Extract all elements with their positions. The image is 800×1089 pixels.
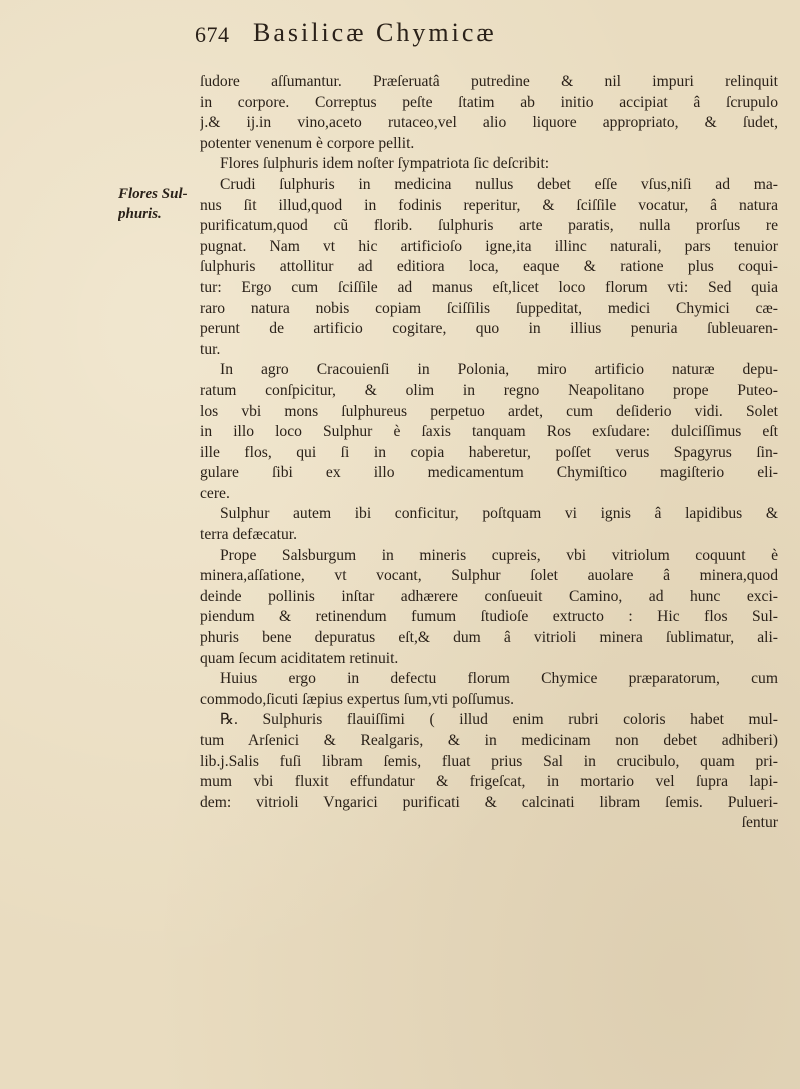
text-line: potenter venenum è corpore pellit. bbox=[200, 134, 415, 152]
text-line: in corpore. Correptus peſte ſtatim ab initio accipiat â ſcrupulo bbox=[200, 93, 778, 111]
text-line: Sulphur autem ibi conficitur, poſtquam vi ignis â lapidibus & bbox=[220, 505, 778, 523]
text-line: purificatum,quod cũ florib. ſulphuris arte paratis, nulla prorſus re bbox=[200, 217, 778, 235]
text-line: minera,aſſatione, vt vocant, Sulphur ſolet auolare â minera,quod bbox=[200, 567, 778, 585]
margin-note bbox=[118, 184, 198, 224]
text-line: in illo loco Sulphur è ſaxis tanquam Ros exſudare: dulciſſimus eſt bbox=[200, 423, 778, 441]
text-line: Huius ergo in defectu florum Chymice præparatorum, cum bbox=[220, 670, 778, 688]
text-line: ratum conſpicitur, & olim in regno Neapolitano prope Puteo- bbox=[200, 381, 778, 399]
margin-note-line: Flores Sul- bbox=[118, 186, 188, 202]
text-line: cere. bbox=[200, 484, 230, 502]
text-line: Crudi ſulphuris in medicina nullus debet eſſe vſus,niſi ad ma- bbox=[220, 175, 778, 193]
page-header bbox=[195, 18, 755, 58]
text-line: Prope Salsburgum in mineris cupreis, vbi vitriolum coquunt è bbox=[220, 546, 778, 564]
text-line: los vbi mons ſulphureus perpetuo ardet, cum deſiderio vidi. Solet bbox=[200, 402, 778, 420]
text-line: perunt de artificio cogitare, quo in illius penuria ſubleuaren- bbox=[200, 320, 778, 338]
text-line: nus ſit illud,quod in fodinis reperitur, & ſciſſile vocatur, â natura bbox=[200, 196, 778, 214]
text-line: tur. bbox=[200, 340, 221, 358]
text-line: ſentur bbox=[741, 814, 778, 832]
text-line: ille flos, qui ſi in copia haberetur, poſſet verus Spagyrus ſin- bbox=[200, 443, 778, 461]
text-line: In agro Cracouienſi in Polonia, miro artificio naturæ depu- bbox=[220, 361, 778, 379]
text-line: dem: vitrioli Vngarici purificati & calcinati libram ſemis. Pulueri- bbox=[200, 793, 778, 811]
running-head: Basilicæ Chymicæ bbox=[253, 18, 497, 47]
text-line: terra defæcatur. bbox=[200, 526, 297, 544]
text-line: phuris bene depuratus eſt,& dum â vitrioli minera ſublimatur, ali- bbox=[200, 629, 778, 647]
text-line: tum Arſenici & Realgaris, & in medicinam non debet adhiberi) bbox=[200, 732, 778, 749]
text-line: piendum & retinendum fumum ſtudioſe extructo : Hic flos Sul- bbox=[200, 608, 778, 626]
text-line: pugnat. Nam vt hic artificioſo igne,ita illinc naturali, pars tenuior bbox=[200, 237, 778, 255]
text-line: ſudore aſſumantur. Præſeruatâ putredine & nil impuri relinquit bbox=[200, 73, 778, 90]
margin-note-line: phuris. bbox=[118, 206, 162, 222]
text-line: mum vbi fluxit effundatur & frigeſcat, in mortario vel ſupra lapi- bbox=[200, 773, 778, 791]
text-line: lib.j.Salis fuſi libram ſemis, fluat prius Sal in crucibulo, quam pri- bbox=[200, 752, 778, 770]
text-line: ℞. Sulphuris flauiſſimi ( illud enim rubri coloris habet mul- bbox=[220, 711, 778, 729]
text-line: deinde pollinis inſtar adhærere conſueuit Camino, ad hunc exci- bbox=[200, 587, 778, 605]
page-number: 674 bbox=[195, 22, 230, 47]
text-line: gulare ſibi ex illo medicamentum Chymiſtico magiſterio eli- bbox=[200, 464, 778, 482]
text-line: tur: Ergo cum ſciſſile ad manus eſt,licet loco florum vti: Sed quia bbox=[200, 278, 778, 296]
text-line: ſulphuris attollitur ad editiora loca, eaque & ratione plus coqui- bbox=[200, 258, 778, 276]
text-line: raro natura nobis copiam ſciſſilis ſuppeditat, medici Chymici cæ- bbox=[200, 299, 778, 317]
text-line: quam ſecum aciditatem retinuit. bbox=[200, 649, 399, 667]
text-line: Flores ſulphuris idem noſter ſympatriota ſic deſcribit: bbox=[220, 155, 550, 173]
body-text bbox=[200, 72, 778, 834]
text-line: commodo,ſicuti ſæpius expertus ſum,vti poſſumus. bbox=[200, 690, 515, 708]
text-line: j.& ij.in vino,aceto rutaceo,vel alio liquore appropriato, & ſudet, bbox=[200, 114, 778, 132]
